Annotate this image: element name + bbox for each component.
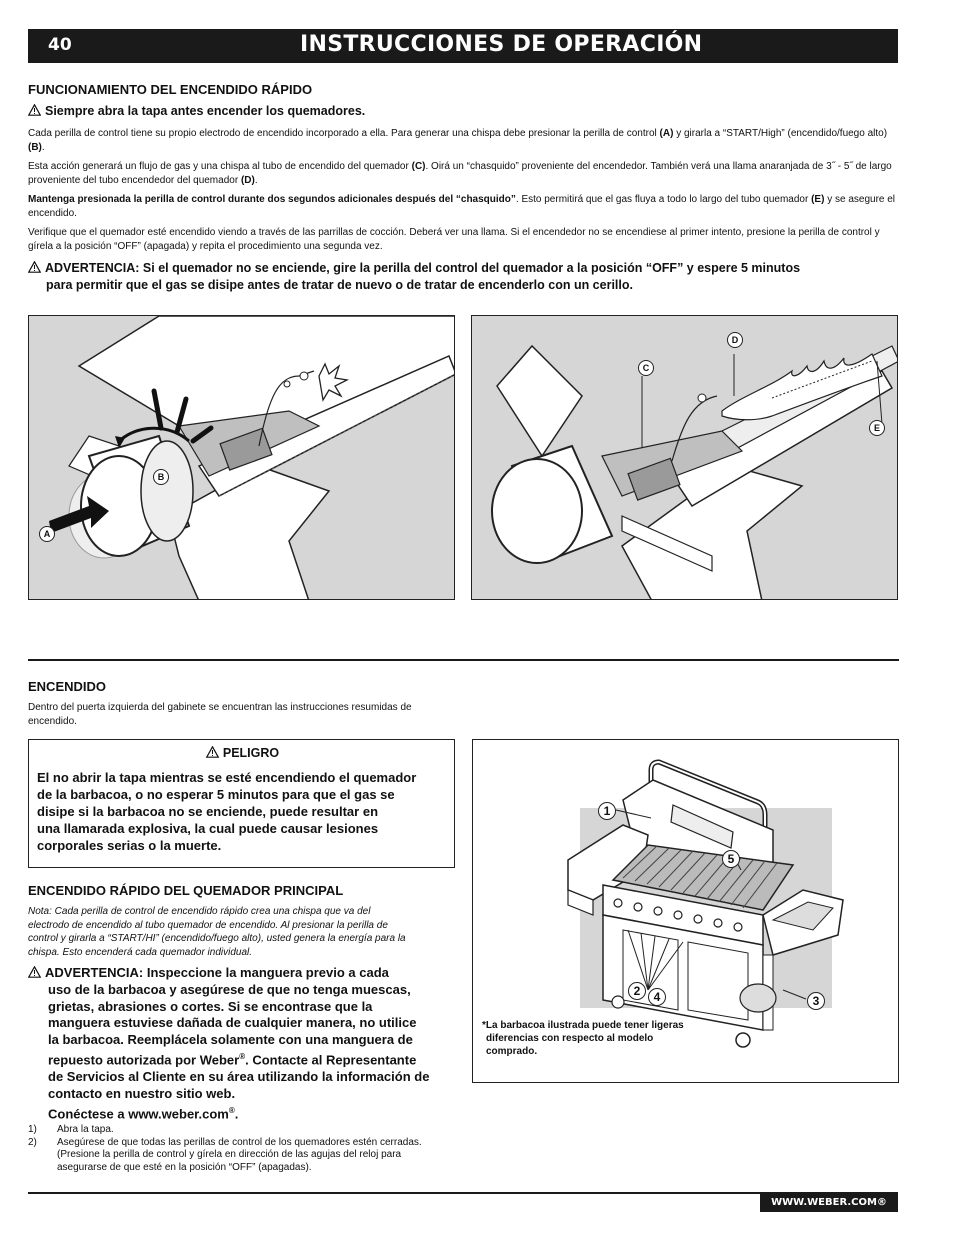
danger-line: una llamarada explosiva, la cual puede causar lesiones: [37, 821, 379, 836]
caption-line: diferencias con respecto al modelo: [486, 1033, 654, 1044]
knob-press-illustration: [29, 316, 455, 600]
callout-a: A: [39, 526, 55, 542]
danger-line: corporales serias o la muerte.: [37, 838, 222, 853]
paragraph-3: [28, 193, 898, 220]
hose-warning-line: uso de la barbacoa y asegúrese de que no tenga muescas,: [48, 981, 411, 997]
danger-title-text: PELIGRO: [222, 746, 280, 760]
p1-ref-b: (B): [28, 141, 42, 153]
hose-warning-line-6b: . Contacte al Representante: [245, 1052, 417, 1068]
callout-e: E: [869, 420, 885, 436]
danger-title: [29, 746, 456, 760]
p2-text-a: Esta acción generará un flujo de gas y una chispa al tubo de encendido del quemador: [28, 161, 412, 172]
p1-text-e: .: [41, 141, 45, 153]
caption-line: *La barbacoa ilustrada puede tener ligeras: [482, 1020, 684, 1031]
warning-triangle-icon: [28, 261, 41, 273]
p3-bold-text: Mantenga presionada la perilla de control durante dos segundos adicionales después del “chasquido”: [28, 194, 516, 205]
danger-text: [37, 769, 457, 854]
danger-line: El no abrir la tapa mientras se esté encendiendo el quemador: [37, 770, 417, 785]
note-line: control y girarla a “START/HI” (encendido/fuego alto), usted genera la energía para la: [28, 933, 406, 944]
grill-caption: [482, 1019, 742, 1058]
page-title: INSTRUCCIONES DE OPERACIÓN: [300, 32, 703, 57]
step-number: 1): [28, 1124, 37, 1135]
steps-list: [28, 1124, 468, 1180]
hose-warning-block: [28, 965, 458, 1123]
step-text: (Presione la perilla de control y gírela en dirección de las agujas del reloj para: [57, 1149, 402, 1160]
hose-warning-line: la barbacoa. Reemplácela solamente con una manguera de: [48, 1032, 413, 1048]
hose-warning-line-6a: repuesto autorizada por Weber: [48, 1052, 240, 1068]
section-heading-encendido-rapido: FUNCIONAMIENTO DEL ENCENDIDO RÁPIDO: [28, 82, 313, 97]
hose-warning-line: manguera estuviese dañada de cualquier manera, no utilice: [48, 1015, 417, 1031]
hose-warning-line: grietas, abrasiones o cortes. Si se encontrase que la: [48, 998, 373, 1014]
step-text: asegurarse de que esté en la posición “OFF” (apagadas).: [57, 1161, 312, 1173]
registered-mark: ®: [228, 1105, 235, 1115]
warning-line-1: ADVERTENCIA: Si el quemador no se enciende, gire la perilla del control del quemador a la posición “OFF” y espere 5 minutos: [45, 261, 801, 275]
p2-text-c: . Oirá un “chasquido” proveniente del encendedor. También verá una llama anaranjada de 3˝ - 5˝ de largo proveniente del tubo encendedor del quemador: [28, 161, 892, 186]
caution-line: [28, 104, 365, 118]
p3-ref-e: (E): [811, 194, 825, 205]
section-divider: [28, 659, 899, 661]
page-number: 40: [48, 35, 72, 55]
period: .: [234, 1106, 239, 1122]
paragraph-4: Verifique que el quemador esté encendido viendo a través de las parrillas de cocción. Deberá ver una llama. Si el encendedor no se encendiese al primer intento, presione la perilla de control y gírela a la posición “OFF” (apagada) y repita el procedimiento una segunda vez.: [28, 227, 880, 252]
callout-b: B: [153, 469, 169, 485]
warning-line-2: para permitir que el gas se disipe antes de tratar de nuevo o de tratar de encenderlo con un cerillo.: [46, 278, 633, 292]
step-number: 2): [28, 1136, 37, 1148]
hose-warning-line: ADVERTENCIA: Inspeccione la manguera previo a cada: [45, 965, 389, 980]
p2-text-e: .: [254, 174, 258, 186]
section-heading-encendido: ENCENDIDO: [28, 679, 107, 694]
grill-callout-4: 4: [648, 988, 666, 1006]
danger-line: de la barbacoa, o no esperar 5 minutos para que el gas se: [37, 787, 395, 802]
encendido-line-2: encendido.: [28, 715, 77, 727]
step-text: Asegúrese de que todas las perillas de control de los quemadores estén cerradas.: [57, 1136, 422, 1148]
header-bar: [28, 29, 898, 63]
encendido-line-1: Dentro del puerta izquierda del gabinete se encuentran las instrucciones resumidas de: [28, 702, 412, 713]
callout-c: C: [638, 360, 654, 376]
subheading-quemador-principal: ENCENDIDO RÁPIDO DEL QUEMADOR PRINCIPAL: [28, 883, 344, 898]
caption-line: comprado.: [486, 1046, 538, 1057]
note-line: Nota: Cada perilla de control de encendido rápido crea una chispa que va del: [28, 906, 371, 917]
hose-warning-line: [28, 1103, 458, 1123]
warning-block: [28, 260, 908, 294]
p3-text-b: . Esto permitirá que el gas fluya a todo lo largo del tubo quemador: [515, 194, 812, 205]
grill-callout-2: 2: [628, 982, 646, 1000]
footer-website[interactable]: WWW.WEBER.COM®: [760, 1194, 898, 1212]
note-line: chispa. Esto encenderá cada quemador individual.: [28, 946, 253, 958]
p3-text-d: y se asegure el encendido.: [28, 194, 896, 219]
danger-line: disipe si la barbacoa no se enciende, puede resultar en: [37, 804, 379, 819]
p1-text-a: Cada perilla de control tiene su propio electrodo de encendido incorporado a ella. Para generar una chispa debe presionar la perilla de control: [28, 128, 660, 139]
warning-triangle-icon: [28, 104, 41, 116]
callout-d: D: [727, 332, 743, 348]
burner-flame-illustration: [472, 316, 898, 600]
grill-callout-5: 5: [722, 850, 740, 868]
step-text: Abra la tapa.: [57, 1124, 114, 1135]
hose-warning-line: de Servicios al Cliente en su área utilizando la información de: [48, 1069, 430, 1085]
figure-knob-press: [28, 315, 455, 600]
grill-callout-1: 1: [598, 802, 616, 820]
caution-text: Siempre abra la tapa antes encender los quemadores.: [45, 104, 366, 118]
p2-ref-c: (C): [411, 161, 426, 172]
hose-warning-line: [28, 1049, 458, 1069]
figure-burner-flame: [471, 315, 898, 600]
grill-callout-3: 3: [807, 992, 825, 1010]
figure-grill: [472, 739, 899, 1083]
hose-warning-line: contacto en nuestro sitio web.: [48, 1085, 236, 1101]
website-link[interactable]: Conéctese a www.weber.com: [48, 1106, 229, 1122]
p1-text-c: y girarla a “START/High” (encendido/fuego alto): [673, 128, 888, 139]
warning-triangle-icon: [206, 746, 219, 758]
paragraph-2: [28, 160, 898, 187]
warning-triangle-icon: [28, 966, 41, 978]
p1-ref-a: (A): [659, 128, 674, 139]
danger-box: [28, 739, 455, 868]
encendido-paragraph: [28, 701, 458, 728]
registered-mark: ®: [239, 1051, 246, 1061]
p2-ref-d: (D): [240, 174, 255, 186]
note-block: [28, 905, 458, 959]
paragraph-1: [28, 127, 898, 154]
note-line: electrodo de encendido al tubo quemador de encendido. Al presionar la perilla de: [28, 919, 388, 931]
